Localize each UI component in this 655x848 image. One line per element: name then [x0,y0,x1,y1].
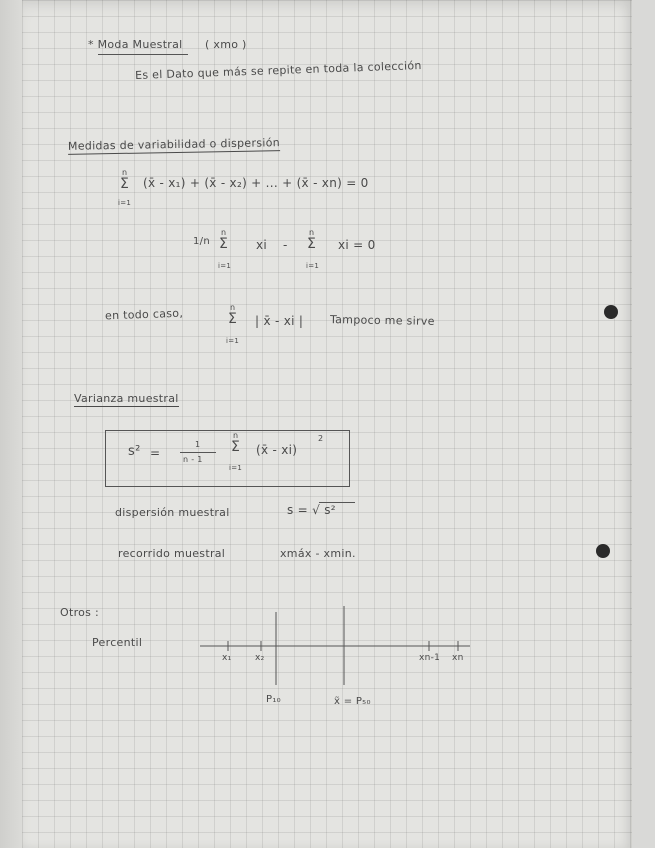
sum-lower-1: i=1 [118,199,132,207]
sum-symbol-5: Σ [231,439,241,455]
sum-line: (x̄ - x₁) + (x̄ - x₂) + ... + (x̄ - xn) = 0 [143,176,369,190]
otros-label: Otros : [60,606,100,619]
mean-term-b: xi = 0 [338,238,376,252]
p10-label: P₁₀ [266,694,281,705]
recorrido-label: recorrido muestral [118,547,226,560]
median-p50-label: x̃ = P₅₀ [334,696,371,707]
sum-lower-4: i=1 [226,337,240,345]
variance-exponent: 2 [318,434,324,443]
s-squared: s² [128,444,141,459]
axis-label-xn1: xn-1 [419,653,441,663]
binder-hole-top [604,305,618,319]
sum-lower-2: i=1 [218,262,232,270]
sum-symbol-1: Σ [120,176,130,192]
abs-expression: | x̄ - xi | [255,314,304,328]
sum-upper-1: n [122,168,128,177]
sum-lower-3: i=1 [306,262,320,270]
moda-heading: * Moda Muestral [88,38,183,51]
equals-sign: = [150,446,161,460]
dispersion-label: dispersión muestral [115,506,230,519]
axis-label-xn: xn [452,653,464,663]
varianza-heading: Varianza muestral [74,392,179,405]
binder-hole-bottom [596,544,610,558]
sum-upper-3: n [309,228,315,237]
tampoco-note: Tampoco me sirve [329,313,435,328]
minus-sign: - [283,238,288,252]
medidas-heading: Medidas de variabilidad o dispersión [67,136,281,153]
sum-upper-4: n [230,303,236,312]
moda-definition: Es el Dato que más se repite en toda la colección [134,58,422,83]
dispersion-formula: s = √ s² [287,503,336,517]
mean-term-a: xi [256,238,268,252]
sum-lower-5: i=1 [229,464,243,472]
axis-label-x1: x₁ [222,653,232,663]
recorrido-formula: xmáx - xmin. [280,547,356,560]
sum-upper-5: n [233,431,239,440]
mean-fraction: 1/n [193,236,210,247]
percentil-label: Percentil [92,636,143,649]
fraction-numerator: 1 [195,440,201,449]
sum-symbol-3: Σ [307,236,317,252]
axis-label-x2: x₂ [255,653,265,663]
sum-upper-2: n [221,228,227,237]
sum-symbol-4: Σ [228,311,238,327]
moda-symbol: ( xmo ) [205,38,247,51]
sum-symbol-2: Σ [219,236,229,252]
fraction-denominator: n - 1 [183,455,203,464]
en-todo-caso: en todo caso, [104,306,184,323]
variance-term: (x̄ - xi) [256,443,298,457]
